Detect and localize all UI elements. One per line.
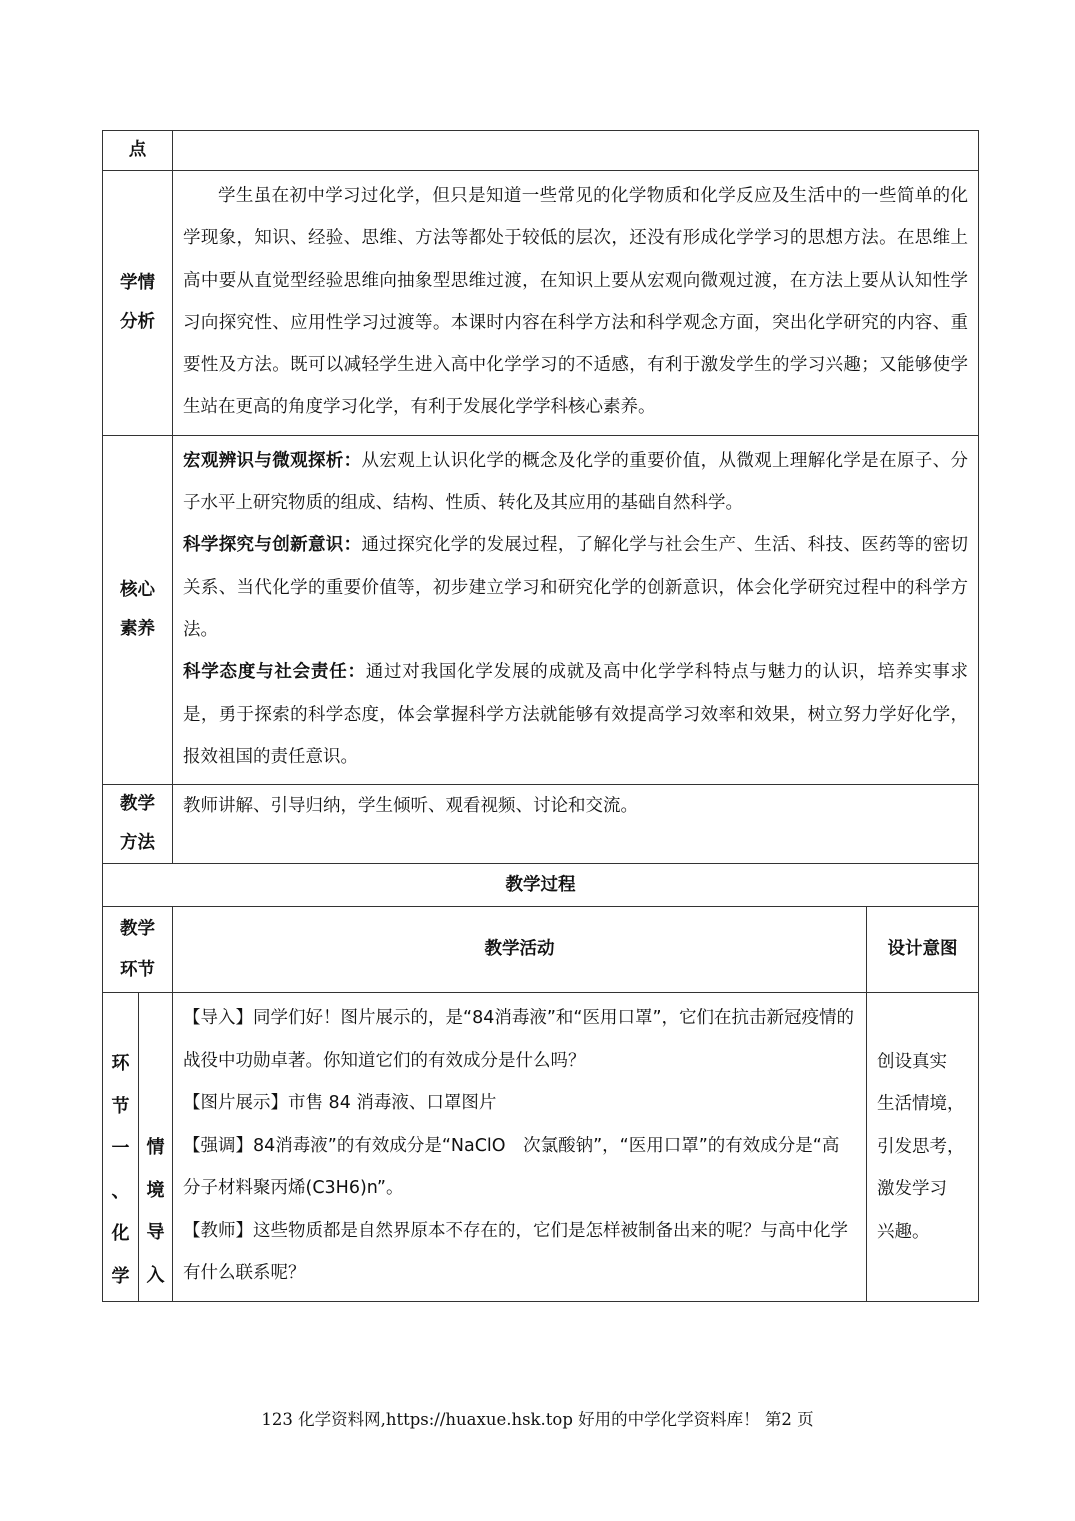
fangfa-row: [103, 785, 979, 864]
activity-content: [173, 993, 867, 1302]
point-row: [103, 131, 979, 171]
hexin-item: 科学态度与社会责任：通过对我国化学发展的成就及高中化学学科特点与魅力的认识，培养实事求是，勇于探索的科学态度，体会掌握科学方法就能够有效提高学习效率和效果，树立努力学好化学，报效祖国的责任意识。: [183, 662, 969, 767]
hexin-item: 宏观辨识与微观探析：从宏观上认识化学的概念及化学的重要价值，从微观上理解化学是在原子、分子水平上研究物质的组成、结构、性质、转化及其应用的基础自然科学。: [183, 450, 969, 514]
xueqing-label: 学情 分析: [103, 171, 173, 436]
hexin-row: [103, 435, 979, 784]
section1-row: [103, 993, 979, 1302]
hexin-item: 科学探究与创新意识：通过探究化学的发展过程，了解化学与社会生产、生活、科技、医药等的密切关系、当代化学的重要价值等，初步建立学习和研究化学的创新意识，体会化学研究过程中的科学方法。: [183, 535, 969, 640]
header-intent: 设计意图: [867, 907, 979, 993]
activity-item: 【强调】84消毒液”的有效成分是“NaClO 次氯酸钠”，“医用口罩”的有效成分是“高分子材料聚丙烯(C3H6)n”。: [183, 1135, 840, 1199]
stage-label: 环 节 一 、 化 学: [103, 993, 139, 1302]
process-title: 教学过程: [103, 864, 979, 907]
process-title-row: [103, 864, 979, 907]
activity-item: 【图片展示】市售 84 消毒液、口罩图片: [183, 1093, 497, 1114]
activity-item: 【教师】这些物质都是自然界原本不存在的，它们是怎样被制备出来的呢？与高中化学有什么联系呢？: [183, 1220, 848, 1284]
fangfa-text: 教师讲解、引导归纳，学生倾听、观看视频、讨论和交流。: [173, 785, 979, 864]
hexin-content: [173, 435, 979, 784]
header-activity: 教学活动: [173, 907, 867, 993]
lesson-plan-table: [102, 130, 979, 1302]
header-stage: 教学 环节: [103, 907, 173, 993]
xueqing-row: [103, 171, 979, 436]
page-footer: 123 化学资料网,https://huaxue.hsk.top 好用的中学化学资料库！ 第2 页: [261, 1410, 814, 1429]
intent-content: 创设真实 生活情境， 引发思考， 激发学习 兴趣。: [867, 993, 979, 1302]
process-header-row: [103, 907, 979, 993]
activity-item: 【导入】同学们好！图片展示的，是“84消毒液”和“医用口罩”，它们在抗击新冠疫情的战役中功勋卓著。你知道它们的有效成分是什么吗？: [183, 1008, 855, 1071]
xueqing-text: 学生虽在初中学习过化学，但只是知道一些常见的化学物质和化学反应及生活中的一些简单的化学现象，知识、经验、思维、方法等都处于较低的层次，还没有形成化学学习的思想方法。在思维上高中要从直觉型经验思维向抽象型思维过渡，在知识上要从宏观向微观过渡，在方法上要从认知性学习向探究性、应用性学习过渡等。本课时内容在科学方法和科学观念方面，突出化学研究的内容、重要性及方法。既可以减轻学生进入高中化学学习的不适感，有利于激发学生的学习兴趣；又能够使学生站在更高的角度学习化学，有利于发展化学学科核心素养。: [173, 171, 979, 436]
point-label: 点: [103, 131, 173, 171]
sub-stage-label: 情 境 导 入: [139, 993, 173, 1302]
point-content: [173, 131, 979, 171]
hexin-label: 核心 素养: [103, 435, 173, 784]
fangfa-label: 教学 方法: [103, 785, 173, 864]
